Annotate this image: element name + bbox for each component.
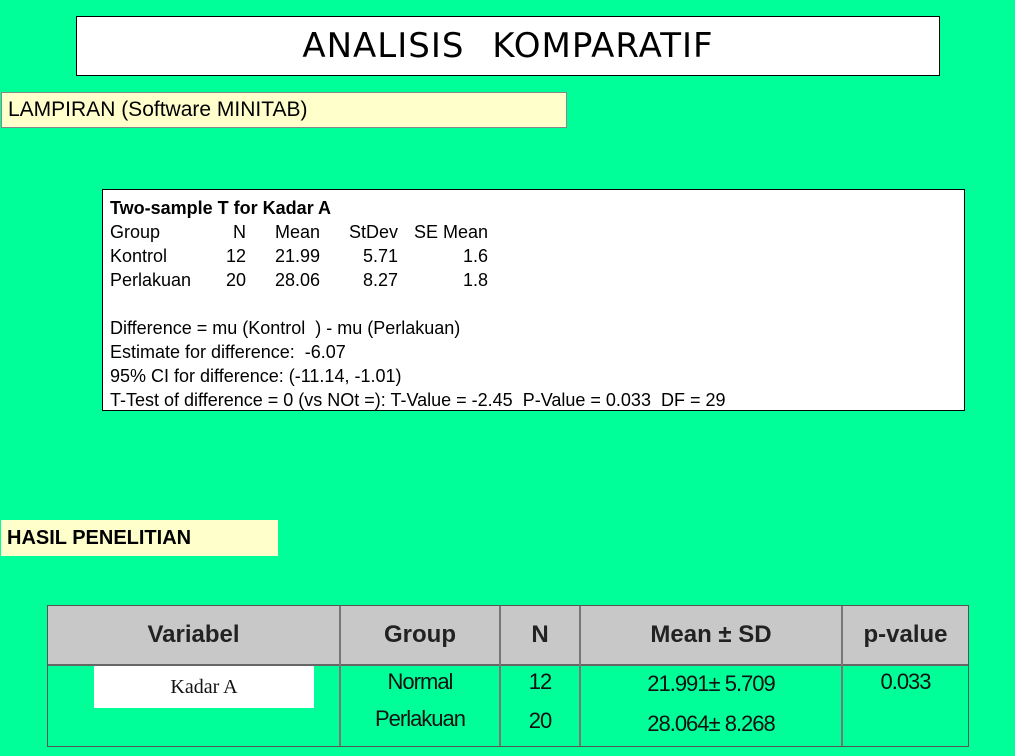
col-semean: SE Mean xyxy=(413,222,488,242)
cell-stdev: 5.71 xyxy=(362,246,398,266)
n-cell: 12 xyxy=(528,669,552,694)
result-table xyxy=(47,605,969,747)
variabel-column xyxy=(48,664,341,746)
output-row-perlakuan xyxy=(110,268,964,292)
minitab-output xyxy=(102,189,965,411)
result-table-header xyxy=(48,606,968,666)
col-n: N xyxy=(233,222,246,242)
group-cell: Perlakuan xyxy=(374,706,466,731)
ttest-line: T-Test of difference = 0 (vs NOt =): T-Value = -2.45 P-Value = 0.033 DF = 29 xyxy=(110,390,726,410)
mean-sd-cell: 21.991± 5.709 xyxy=(647,671,775,696)
col-stdev: StDev xyxy=(348,222,398,242)
cell-n: 12 xyxy=(225,246,246,266)
header-mean-sd: Mean ± SD xyxy=(581,606,843,664)
mean-sd-cell: 28.064± 8.268 xyxy=(647,711,775,736)
n-column xyxy=(501,664,581,746)
cell-group: Kontrol xyxy=(110,246,168,266)
p-value-column xyxy=(843,664,968,746)
header-group: Group xyxy=(341,606,501,664)
slide-title: ANALISIS KOMPARATIF xyxy=(302,26,714,66)
ci-line: 95% CI for difference: (-11.14, -1.01) xyxy=(110,366,402,386)
p-value-cell: 0.033 xyxy=(880,669,931,694)
header-p-value: p-value xyxy=(863,621,948,648)
cell-semean: 1.6 xyxy=(462,246,488,266)
difference-line: Difference = mu (Kontrol ) - mu (Perlakuan) xyxy=(110,318,461,338)
lampiran-label: LAMPIRAN (Software MINITAB) xyxy=(1,92,567,128)
cell-mean: 28.06 xyxy=(274,270,320,290)
col-group: Group xyxy=(110,222,161,242)
cell-semean: 1.8 xyxy=(462,270,488,290)
header-n: N xyxy=(501,606,581,664)
col-mean: Mean xyxy=(274,222,320,242)
output-heading: Two-sample T for Kadar A xyxy=(110,198,332,218)
estimate-line: Estimate for difference: -6.07 xyxy=(110,342,346,362)
output-row-kontrol xyxy=(110,244,964,268)
cell-group: Perlakuan xyxy=(110,270,192,290)
cell-stdev: 8.27 xyxy=(362,270,398,290)
hasil-label: HASIL PENELITIAN xyxy=(1,520,278,556)
cell-mean: 21.99 xyxy=(274,246,320,266)
result-table-body xyxy=(48,664,968,746)
header-variabel: Variabel xyxy=(48,606,341,664)
n-cell: 20 xyxy=(528,708,552,733)
group-column xyxy=(341,664,501,746)
group-cell: Normal xyxy=(387,669,453,694)
variable-name: Kadar A xyxy=(94,666,314,708)
mean-sd-column xyxy=(581,664,843,746)
output-header-row xyxy=(110,220,964,244)
spacer xyxy=(110,292,964,316)
cell-n: 20 xyxy=(225,270,246,290)
slide-title-box xyxy=(76,16,940,76)
